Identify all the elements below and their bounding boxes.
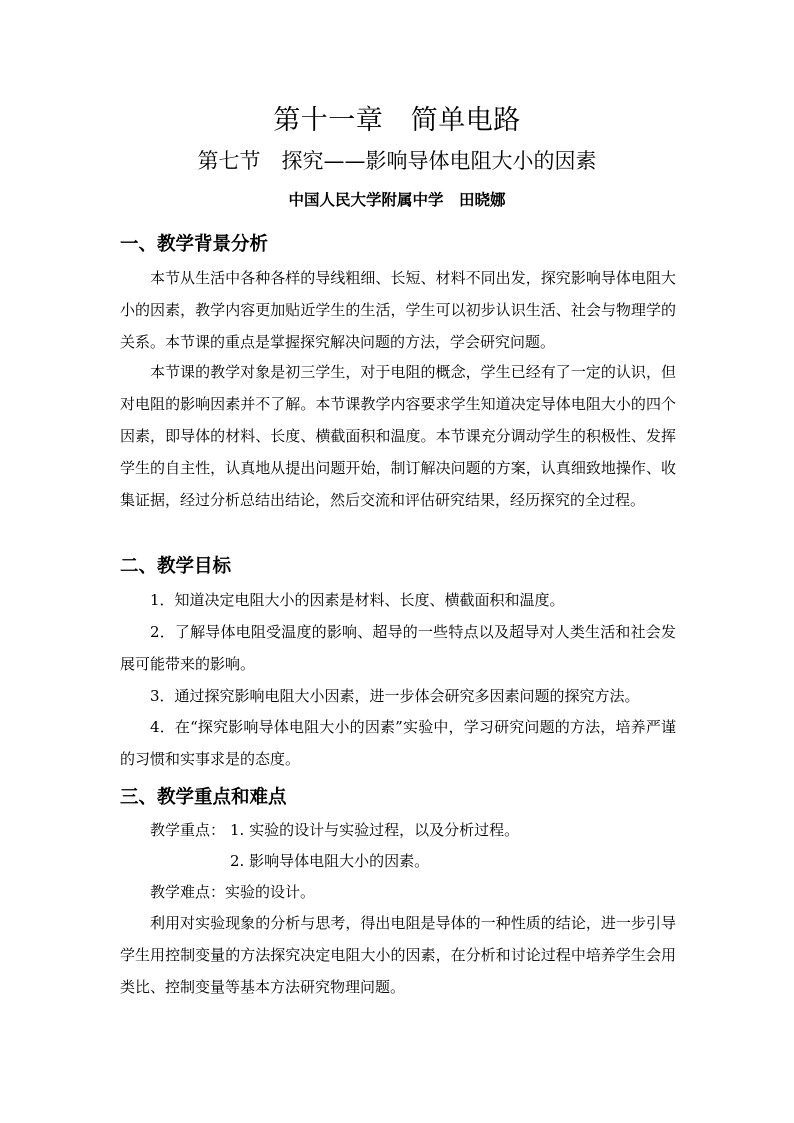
objective-item-3: 3．通过探究影响电阻大小因素，进一步体会研究多因素问题的探究方法。 — [150, 687, 640, 705]
key-points-label: 教学重点： — [150, 821, 226, 839]
objective-item-4: 4．在“探究影响导体电阻大小的因素”实验中，学习研究问题的方法，培养严谨的习惯和实事求是的态度。 — [120, 718, 676, 768]
author-line: 中国人民大学附属中学 田晓娜 — [288, 191, 506, 209]
key-point-1: 1. 实验的设计与实验过程，以及分析过程。 — [230, 821, 520, 839]
paragraph-background-1: 本节从生活中各种各样的导线粗细、长短、材料不同出发，探究影响导体电阻大小的因素，教学内容更加贴近学生的生活，学生可以初步认识生活、社会与物理学的关系。本节课的重点是掌握探究解决问题的方法，学会研究问题。 — [120, 269, 676, 351]
difficulty-line: 教学难点：实验的设计。 — [150, 883, 316, 901]
key-point-2: 2. 影响导体电阻大小的因素。 — [230, 852, 430, 870]
section-title: 第七节 探究——影响导体电阻大小的因素 — [197, 149, 597, 173]
section-heading-objectives: 二、教学目标 — [120, 556, 232, 577]
paragraph-key-points: 利用对实验现象的分析与思考，得出电阻是导体的一种性质的结论，进一步引导学生用控制变量的方法探究决定电阻大小的因素，在分析和讨论过程中培养学生会用类比、控制变量等基本方法研究物理问题。 — [120, 914, 676, 996]
paragraph-background-2: 本节课的教学对象是初三学生，对于电阻的概念，学生已经有了一定的认识，但对电阻的影响因素并不了解。本节课教学内容要求学生知道决定导体电阻大小的四个因素，即导体的材料、长度、横截面积和温度。本节课充分调动学生的积极性、发挥学生的自主性，认真地从提出问题开始，制订解决问题的方案，认真细致地操作、收集证据，经过分析总结出结论，然后交流和评估研究结果，经历探究的全过程。 — [120, 363, 676, 509]
objective-item-1: 1．知道决定电阻大小的因素是材料、长度、横截面积和温度。 — [150, 591, 565, 609]
chapter-title: 第十一章 简单电路 — [273, 105, 521, 136]
section-heading-background: 一、教学背景分析 — [120, 234, 269, 255]
section-heading-key-points: 三、教学重点和难点 — [120, 787, 287, 808]
objective-item-2: 2．了解导体电阻受温度的影响、超导的一些特点以及超导对人类生活和社会发展可能带来的影响。 — [120, 623, 676, 673]
